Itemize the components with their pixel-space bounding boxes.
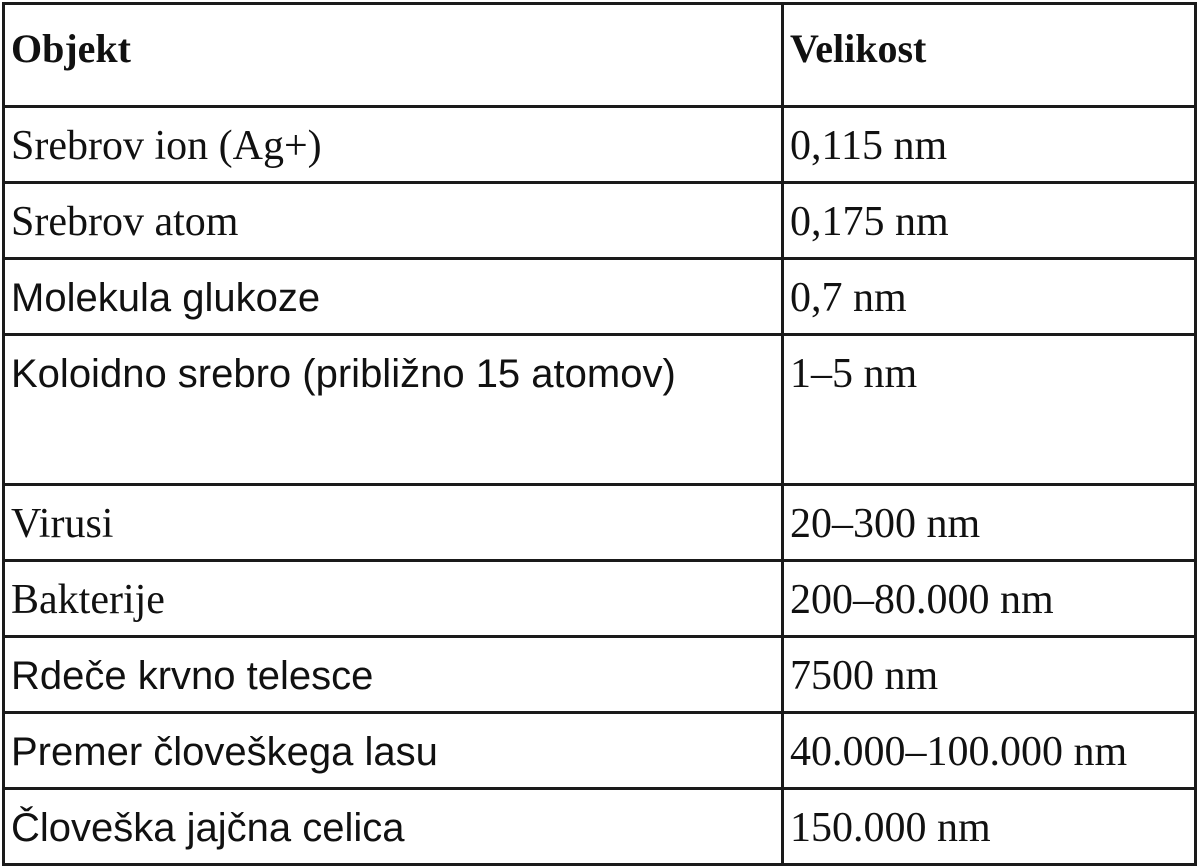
size-cell: 7500 nm [783,637,1196,713]
size-cell: 20–300 nm [783,485,1196,561]
header-object: Objekt [4,4,783,107]
table-row [4,789,1196,865]
size-comparison-table [2,2,1197,866]
header-size: Velikost [783,4,1196,107]
object-cell: Molekula glukoze [4,259,783,335]
object-cell: Srebrov atom [4,183,783,259]
object-cell: Rdeče krvno telesce [4,637,783,713]
size-cell: 40.000–100.000 nm [783,713,1196,789]
size-cell: 0,115 nm [783,107,1196,183]
size-cell: 0,175 nm [783,183,1196,259]
table-row [4,485,1196,561]
table-row [4,183,1196,259]
object-cell: Koloidno srebro (približno 15 atomov) [4,335,783,485]
table-row [4,335,1196,485]
size-cell: 1–5 nm [783,335,1196,485]
object-cell: Človeška jajčna celica [4,789,783,865]
table-row [4,107,1196,183]
size-cell: 150.000 nm [783,789,1196,865]
object-cell: Srebrov ion (Ag+) [4,107,783,183]
table-row [4,637,1196,713]
size-cell: 200–80.000 nm [783,561,1196,637]
object-cell: Premer človeškega lasu [4,713,783,789]
table-row [4,561,1196,637]
size-cell: 0,7 nm [783,259,1196,335]
object-cell: Virusi [4,485,783,561]
table-row [4,713,1196,789]
table-header-row [4,4,1196,107]
object-cell: Bakterije [4,561,783,637]
table-row [4,259,1196,335]
